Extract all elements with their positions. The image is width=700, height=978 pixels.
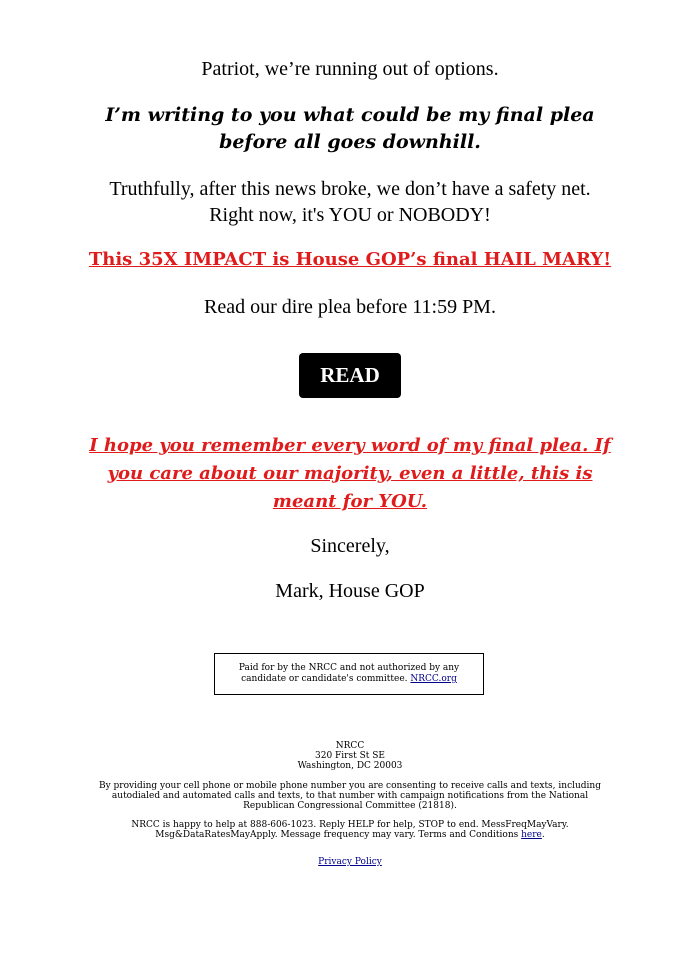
signature-text: Mark, House GOP [275, 580, 425, 602]
plea-line-1: I’m writing to you what could be my final plea [105, 104, 595, 126]
footer-consent: By providing your cell phone or mobile phone number you are consenting to receive calls and texts, including autodialed and automated calls and texts, to that number with campaign notifications from the National Republican Congressional Committee (21818). [98, 781, 601, 811]
paid-for-disclaimer [214, 653, 484, 695]
hope-line-2: you care about our majority, even a little, this is [107, 463, 593, 484]
closing-text: Sincerely, [310, 535, 390, 557]
greeting-text: Patriot, we’re running out of options. [201, 58, 499, 80]
privacy-policy-link[interactable]: Privacy Policy [318, 857, 382, 867]
truth-paragraph [70, 176, 630, 228]
hope-line-1: I hope you remember every word of my final plea. If [89, 435, 611, 456]
hope-link[interactable] [70, 432, 630, 516]
plea-line-2: before all goes downhill. [219, 131, 481, 153]
help-text: NRCC is happy to help at 888-606-1023. Reply HELP for help, STOP to end. MessFreqMayVary. Msg&DataRatesMayApply. Message frequency may vary. Terms and Conditions [131, 820, 569, 840]
footer-address [95, 741, 605, 771]
truth-line-2: Right now, it's YOU or NOBODY! [209, 204, 491, 226]
help-end: . [541, 830, 545, 840]
impact-link[interactable]: This 35X IMPACT is House GOP’s final HAIL MARY! [88, 249, 612, 270]
footer-street: 320 First St SE [315, 751, 385, 761]
terms-link[interactable]: here [521, 830, 542, 840]
nrcc-link[interactable]: NRCC.org [410, 674, 457, 684]
disclaimer-text: Paid for by the NRCC and not authorized by any candidate or candidate's committee. [238, 663, 460, 684]
hope-line-3: meant for YOU. [272, 491, 428, 512]
footer-city: Washington, DC 20003 [297, 761, 403, 771]
read-button[interactable]: READ [299, 353, 401, 398]
footer-privacy [95, 857, 605, 867]
truth-line-1: Truthfully, after this news broke, we don’t have a safety net. [109, 178, 591, 200]
footer-org: NRCC [335, 741, 365, 751]
footer-help [95, 820, 605, 840]
deadline-text: Read our dire plea before 11:59 PM. [204, 296, 496, 318]
plea-heading [70, 102, 630, 156]
